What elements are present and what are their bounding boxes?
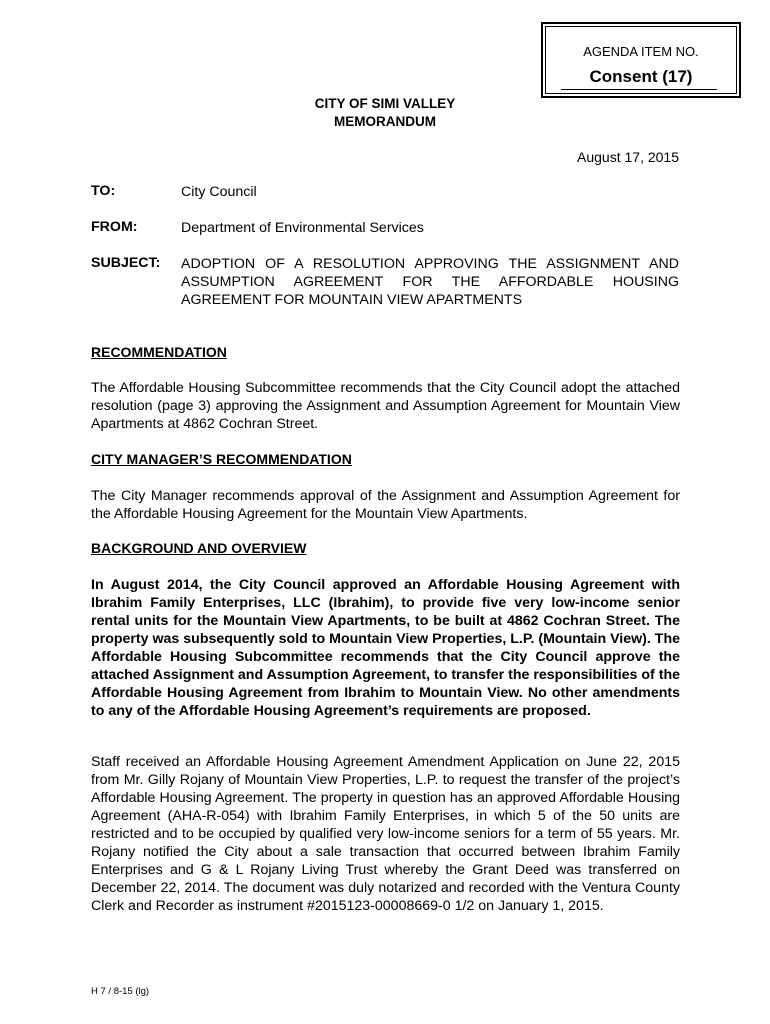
- to-label: TO:: [91, 183, 116, 199]
- subject-value: ADOPTION OF A RESOLUTION APPROVING THE ASSIGNMENT AND ASSUMPTION AGREEMENT FOR THE AFFORDABLE HOUSING AGREEMENT FOR MOUNTAIN VIEW APARTMENTS: [181, 256, 679, 308]
- agenda-underline: [561, 89, 717, 90]
- subject-label: SUBJECT:: [91, 255, 161, 271]
- agenda-item-box: [541, 22, 741, 98]
- recommendation-text: The Affordable Housing Subcommittee recommends that the City Council adopt the attached resolution (page 3) approving the Assignment and Assumption Agreement for Mountain View Apartments at 4862 Cochran Street.: [91, 380, 680, 432]
- city-manager-heading: CITY MANAGER’S RECOMMENDATION: [91, 451, 352, 467]
- recommendation-heading: RECOMMENDATION: [91, 344, 227, 360]
- footer-code: H 7 / 8-15 (lg): [91, 986, 150, 997]
- from-label: FROM:: [91, 219, 138, 235]
- memo-title: MEMORANDUM: [334, 114, 436, 129]
- background-heading: BACKGROUND AND OVERVIEW: [91, 540, 307, 556]
- city-title: CITY OF SIMI VALLEY: [314, 96, 456, 111]
- agenda-item-label: AGENDA ITEM NO.: [583, 44, 699, 59]
- agenda-item-value: Consent (17): [589, 67, 693, 86]
- city-manager-text: The City Manager recommends approval of the Assignment and Assumption Agreement for the Affordable Housing Agreement for the Mountain View Apartments.: [91, 488, 680, 522]
- to-value: City Council: [181, 184, 257, 200]
- from-value: Department of Environmental Services: [181, 220, 424, 236]
- background-text: Staff received an Affordable Housing Agreement Amendment Application on June 22, 2015 from Mr. Gilly Rojany of Mountain View Properties, L.P. to request the transfer of the project’s Affordable Housing Agreement. The property in question has an approved Affordable Housing Agreement (AHA-R-054) with Ibrahim Family Enterprises, in which 5 of the 50 units are restricted and to be occupied by qualified very low-income seniors for a term of 55 years. Mr. Rojany notified the City about a sale transaction that occurred between Ibrahim Family Enterprises and G & L Rojany Living Trust whereby the Grant Deed was transferred on December 22, 2014. The document was duly notarized and recorded with the Ventura County Clerk and Recorder as instrument #2015123-00008669-0 1/2 on January 1, 2015.: [91, 754, 680, 914]
- memo-date: August 17, 2015: [577, 149, 679, 165]
- background-bold-text: In August 2014, the City Council approved an Affordable Housing Agreement with Ibrahim Family Enterprises, LLC (Ibrahim), to provide five very low-income senior rental units for the Mountain View Apartments, to be built at 4862 Cochran Street. The property was subsequently sold to Mountain View Properties, L.P. (Mountain View). The Affordable Housing Subcommittee recommends that the City Council approve the attached Assignment and Assumption Agreement, to transfer the responsibilities of the Affordable Housing Agreement from Ibrahim to Mountain View. No other amendments to any of the Affordable Housing Agreement’s requirements are proposed.: [91, 577, 680, 719]
